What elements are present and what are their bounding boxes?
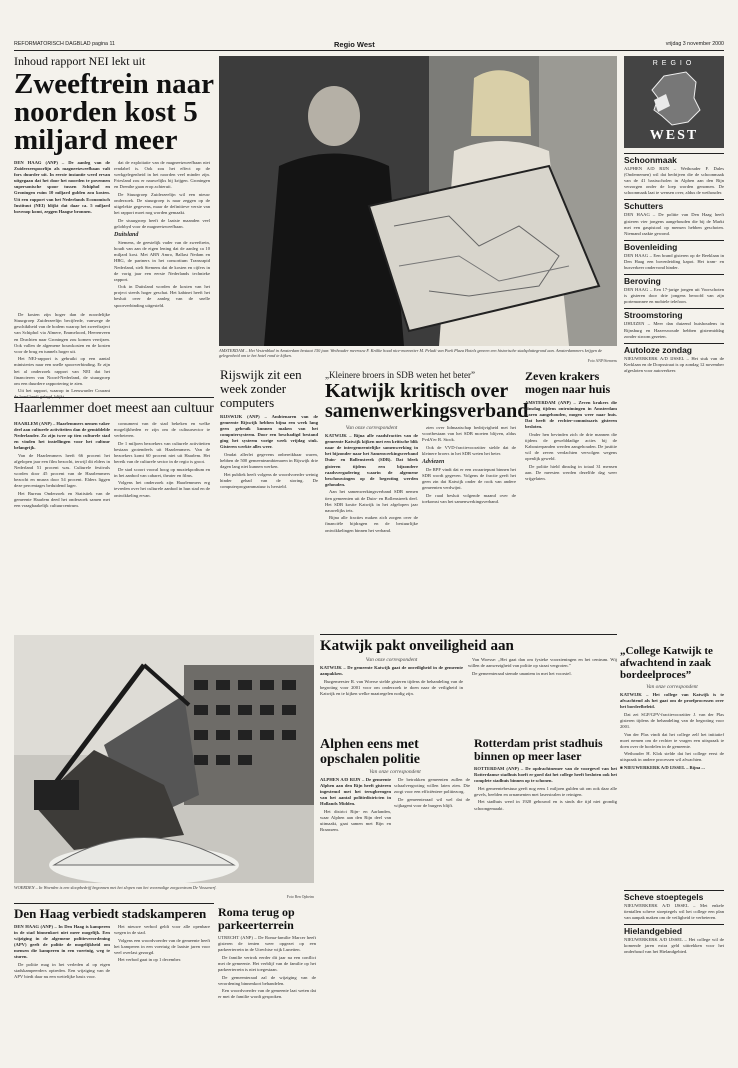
masthead-center: Regio West [334,40,375,49]
krakers-article [525,370,617,630]
rotterdam-body [474,766,617,812]
haarlemmer-article [14,401,214,631]
lead-col2-p2: De Stuurgroep Zuiderzeelijn wil een nieuw onderzoek. De stuurgroep is naar zeggen op de uitgelekte gegevens, maar de definitieve versie van het rapport moet nog worden gemaakt. [114,191,210,216]
sidebar-item [624,153,724,196]
onveilig-byline: Van onze correspondent [365,657,418,663]
rotterdam-headline: Rotterdam prist stadhuis binnen op meer laser [474,736,603,763]
roma-body [218,935,316,1000]
katwijk-sdb-byline: Van onze correspondent [345,425,398,431]
haarlemmer-col2-p2: De 1 miljoen bezoekers van culturele activiteiten bestaan grotendeels uit Haarlemmers. Van de bezoekers komt 60 procent niet uit Haarlem. Het bereik van de culturele sector in de regio is groot. [114,440,210,465]
lead-article [14,54,214,394]
roma-col2-p2: Een woordvoerder van de gemeente laat weten dat er met de familie wordt gesproken. [218,988,316,1000]
computers-body [220,414,318,490]
alphen-headline: Alphen eens met opschalen politie [320,737,420,767]
stadskampeer-headline: Den Haag verbiedt stadskamperen [14,906,207,921]
sidebar-item [624,308,724,339]
lead-col2-p1: dat de exploitatie van de magneetzweefbaan niet rendabel is. Ook zou het effect op de werkgelegenheid in het noorden veel minder zijn. Friesland zou er nauwelijks bij krijgen. Groningen en Drenthe gaan erop achteruit. [114,160,210,190]
masthead-right: vrijdag 3 november 2000 [665,41,724,47]
college-katwijk-p3: Wethouder H. Klok stelde dat het college eerst de uitspraak in andere processen wil afwachten. [620,751,724,763]
demolition-photo-illustration [14,635,314,883]
lead-col1 [14,312,114,402]
katwijk-sdb-col2-p1: zien over lidmaatschap bedrijvigheid met het voortbestaan van het SDB moeten blijven, aldus PvdA'er R. Stock. [422,425,516,443]
computers-headline: Rijswijk zit een week zonder computers [220,367,302,410]
sidebar-item-title: Autoloze zondag [624,343,724,355]
masthead-left: REFORMATORISCH DAGBLAD pagina 11 [14,41,115,47]
lead-col2-subhead: Duitsland [114,232,139,239]
lead-col2-p4: Siemens, de geestelijk vader van de zweeftrein, houdt van aan de eigen lening dat de aanleg ca 10 miljard kost. Met ABN Amro, Ballast Nedam en HBG, de partners in het consortium Transrapid Nederland, stelt Siemens dat de kosten en cijfers in de vorig jaar een eerste Nederlands technieke rapport. [114,240,210,282]
sidebar-item [624,199,724,236]
stadskampeer-col2-p1: Volgens een woordvoerder van de gemeente heeft het kamperen in een voertuig de laatste jaren voor veel overlast gezorgd. [114,937,210,955]
sidebar-item-title: Schutters [624,199,724,211]
computers-article [220,368,318,608]
onveilig-col2-p2: De gemeenteraad stemde unaniem in met het voorstel. [472,670,572,676]
college-katwijk-p2: Van der Plas vindt dat het college zelf het initiatief moet nemen om de rechter te vragen een uitspraak te doen over de bordelen in de gemeente. [620,731,724,749]
onveilig-col1 [320,657,468,699]
sidebar-item-body: IJHUIZEN – Meer dan duizend huishoudens in Rijnsburg en Hazerswoude hebben gistermiddag zonder stroom gezeten. [624,321,724,339]
demolition-credit: Foto Ben Opheim [286,895,314,899]
lead-col1-p3: Uit het rapport, waarop in Leeuwarder Courant [18,388,110,394]
katwijk-sdb-col1 [325,425,422,535]
haarlemmer-rule [14,397,214,398]
logo-bottom: WEST [649,128,699,143]
main-photo [219,56,617,346]
college-katwijk-body [620,692,724,771]
sidebar-item [624,924,724,955]
onveilig-intro: KATWIJK – De gemeente Katwijk gaat de onveiligheid in de gemeente aanpakken. [320,665,463,677]
haarlemmer-col2-p3: De stad scoort vooral hoog op muziekpodium en in het aanbod van cabaret, theater en films. [114,466,210,478]
onveilig-rule [320,634,617,635]
sidebar-item-body: DEN HAAG – De politie van Den Haag heeft gisteren vier jongens aangehouden die bij de Markt met een gaspistool op mensen hebben geschoten. Niemand raakte gewond. [624,212,724,236]
computers-intro: RIJSWIJK (ANP) – Ambtenaren van de gemeente Rijswijk hebben bijna een week lang geen gebruik kunnen maken van het computersysteem. Door een beschadigd bestand ging het systeem vorige week vrijdag stuk. Gisteren werkte alles weer. [220,414,318,450]
krakers-p2: De politie hield dinsdag in totaal 31 mensen aan. De meesten werden dezelfde dag weer vrijgelaten. [525,463,617,482]
computers-p2: Het publiek heeft volgens de woordvoerder weinig hinder gehad van de storing. De computerprogrammatuur is hersteld. [220,471,318,490]
sidebar-item-title: Hielandgebied [624,924,724,936]
sidebar-item-title: Bovenleiding [624,240,724,252]
krakers-headline: Zeven krakers mogen naar huis [525,369,611,396]
katwijk-sdb-col2-p2: Ook de VVD-fractievoorzitter stelde dat de kleinere broers in het SDB weten het beter. [422,444,516,456]
alphen-article [320,737,470,922]
demolition-caption-text: WOERDEN – In Woerden is een sloopbedrijf begonnen met het slopen van het voormalige zorgcentrum De Vossenerf. [14,885,217,890]
roma-intro: UTRECHT (ANP) – De Roma-familie Marcer heeft gisteren de tenten weer opgezet op een parkeerterrein in de Utrechtse wijk Lunetten. [218,935,316,953]
lead-col2-p5: Ook in Duitsland worden de kosten van het project steeds hoger geschat. Het kabinet heeft het besluit over de aanleg van de snelle spoorverbinding uitgesteld. [114,284,210,308]
rotterdam-article [474,737,617,922]
katwijk-sdb-col1-p2: Bijna alle fracties maken zich zorgen over de financiële bijdragen en de bestuurlijke ontwikkelingen binnen het verband. [325,515,418,533]
stadskampeer-intro: DEN HAAG (ANP) – In Den Haag is kamperen in de stad binnenkort niet meer mogelijk. Een wijziging in de algemene politieverordening (APV) geeft de politie de mogelijkheid om mensen die kamperen in een voertuig, weg te sturen. [14,924,110,960]
alphen-col1-p1: Het district Rijn- en Aarlanden, waar Alphen aan den Rijn deel van uitmaakt, gaat samen met Rijn en Braassem. [320,808,391,833]
sidebar-item-body: DEN HAAG – Een brand gisteren op de Beeklaan in Den Haag een bovenleiding kapot. Het tram- en busverkeer ondervond hinder. [624,252,724,271]
alphen-col2-p1: De betrokken gemeenten zullen de schaalvergroting willen laten zien. Die zorgt voor een efficiëntere politiezorg. [394,777,470,795]
main-photo-caption-text: AMSTERDAM – Het Vestenblad in Amsterdam bestaat 150 jaar. Wethouder mevrouw F. Krikke hoad nice-marnetter M. Peladi van Park Plaza Hotels geneen een historische stadsplattegrond aan. Amsterdammers krijgen de gelegenheid om te het hotel rond te kijken. [219,348,603,359]
katwijk-sdb-col2-p3: De RPF vindt dat er een zwaartepunt binnen het SDB wordt gegeven. Volgens de fractie geeft het geen zin dat Katwijk onder de rook van andere gemeenten verdwijnt. [422,467,516,491]
haarlemmer-headline: Haarlemmer doet meest aan cultuur [14,401,214,416]
alphen-col1 [320,777,394,835]
onveilig-article [320,638,617,733]
college-katwijk-footer: ■ NIEUWERKERK A/D IJSSEL – Bijna ... [620,765,705,771]
sidebar-item [624,274,724,305]
onveilig-headline: Katwijk pakt onveiligheid aan [320,638,514,654]
haarlemmer-col1-p1: Van de Haarlemmers heeft 66 procent het afgelopen jaar een film bezocht, terwijl dit elders in Nederland 51 procent was. Culturele festivals worden door 45 procent van de Haarlemmers bezocht en musea door 54 procent. Elders liggen deze percentages beduidend lager. [14,452,110,489]
sidebar-item-title: Scheve stoeptegels [624,890,724,902]
haarlemmer-col1 [14,421,114,511]
sidebar-item-body: NIEUWERKERK A/D IJSSEL – Het college wil de komende jaren extra geld uittrekken voor het onderhoud van het Hielandgebied. [624,937,724,955]
onveilig-col1-p1: Burgemeester R. van Woerse stelde gisteren tijdens de behandeling van de begroting voor 2001 voor om onderzoek te doen naar de veiligheid in Katwijk en te kijken welke maatregelen nodig zijn. [320,678,463,696]
stadskampeer-col2-p2: Het verbod gaat in op 1 december. [118,957,182,963]
sidebar-item-body: DEN HAAG – Een 17-jarige jongen uit Voorschoten is gisteren door drie jongens beroofd van zijn portemonnee en mobiele telefoon. [624,287,724,305]
krakers-intro: AMSTERDAM (ANP) – Zeven krakers die dinsdag tijdens ontruimingen in Amsterdam waren aangehouden, mogen weer naar huis. Dat heeft de rechter-commissaris gisteren besloten. [525,400,617,430]
rotterdam-intro: ROTTERDAM (ANP) – De opdrachtnemer van de voorgevel van het Rotterdamse stadhuis hoeft er goed dat het college heeft besloten ook het complete stadhuis binnen op te schonen. [474,766,617,784]
alphen-byline: Van onze correspondent [369,769,421,775]
sidebar-item-body: NIEUWERKERK A/D IJSSEL – Met enkele tientallen scheve stoeptegels wil het college een plan van aanpak maken om de veiligheid te verbeteren. [624,903,724,921]
lead-col2 [114,160,210,310]
katwijk-sdb-article [325,370,529,610]
haarlemmer-col1-p2: Het Bureau Onderzoek en Statistiek van de gemeente Haarlem deed het onderzoek samen met een vraagbaakelijk cultuurcentrum. [14,491,110,509]
rotterdam-p2: Het stadhuis werd in 1920 gebouwd en is sinds die tijd niet grondig schoongemaakt. [474,799,617,811]
krakers-body [525,400,617,482]
stadskampeer-rule [14,903,214,904]
sidebar-item-title: Schoonmaak [624,153,724,165]
netherlands-map-icon [644,70,704,128]
main-photo-illustration [219,56,617,346]
roma-article [218,906,316,1028]
demolition-photo [14,635,314,883]
college-katwijk-intro: KATWIJK – Het college van Katwijk is te afwachtend als het gaat om de proefprocessen over het bordeelbeleid. [620,692,724,710]
computers-p1: Omdat allerlei gegevens onbereikbaar waren, hebben de 500 gemeenteambtenaren in Rijswijk drie dagen lang niet kunnen werken. [220,452,318,470]
katwijk-sdb-kicker: „Kleinere broers in SDB weten het beter” [325,370,475,380]
stadskampeer-col1-p1: De politie mag in het verleden al op eigen stadskampeerders optreden. Een wijziging van de APV biedt daar nu een wettelijke basis voor. [14,962,110,980]
sidebar-item-title: Stroomstoring [624,308,724,320]
stadskampeer-col1 [14,924,114,982]
haarlemmer-col2 [114,421,210,500]
lead-kicker: Inhoud rapport NEI lekt uit [14,54,146,68]
sidebar-briefs [624,153,724,641]
stadskampeer-col2 [114,924,210,965]
main-photo-credit: Foto ANP/Siemens [587,359,617,363]
logo-top: REGIO [652,60,696,67]
sidebar-item [624,343,724,374]
krakers-p1: Onder hen bevinden zich de drie mannen die tijdens de gewelddadige acties bij de Kabouterpanden werden aangehouden. De justitie wil de zeven verdachten vervolgen wegens openlijk geweld. [525,431,617,462]
katwijk-sdb-headline: Katwijk kritisch over samenwerkingsverband [325,380,529,422]
roma-col2-p1: De gemeenteraad zal de wijziging van de verordening binnenkort behandelen. [218,974,316,986]
sidebar-item [624,240,724,271]
masthead [14,40,724,50]
college-katwijk-headline: „College Katwijk te afwachtend in zaak bordeelproces” [620,645,713,681]
stadskampeer-col1-p2: Het nieuwe verbod geldt voor alle openbare wegen in de stad. [114,924,210,936]
lead-headline: Zweeftrein naar noorden kost 5 miljard meer [14,68,214,156]
stadskampeer-article [14,906,214,1028]
rotterdam-p1: Het gemeentebestuur geeft nog eens 1 miljoen gulden uit om ook daar alle gevels, beelden en ornamenten met laserstralen te reinigen. [474,785,617,797]
lead-col1-p1: De kosten zijn hoger dan de noordelijke Stuurgroep Zuiderzeelijn becijferde, vanwege de geschiktheid van de bodem waarop het zweeftraject van Schiphol via Almere, Emmeloord, Heerenveen en Drachten naar Groningen zou komen verrijzen. Ook vallen de algemene bouwkosten en de kosten voor de brug en tunnels hoger uit. [14,312,110,354]
onveilig-col2-p1: Van Woesse: „Het gaat dan om fysieke voorzieningen en het centrum. Wij willen de aanwezigheid van politie op straat vergroten.” [468,657,617,669]
lead-intro: DEN HAAG (ANP) – De aanleg van de Zuiderzeespoorlijn als magneetzweefbaan valt fors duurder uit. In eerste instantie werd ervan uitgegaan dat het door het noorden te povennen supersonische spoor tussen Schiphol en Groningen ruim 10 miljard gulden zou kosten. Uit een rapport van het Nederlands Economisch Instituut (NEI) blijkt dat daar ca. 5 miljard bovenop komt, zeggen Haagse bronnen. [14,160,110,214]
alphen-intro: ALPHEN A/D RIJN – De gemeente Alphen aan den Rijn heeft gisteren ingestemd met het terugbrengen van het aantal politiedistricten in Hollands Midden. [320,777,391,807]
katwijk-sdb-col2 [422,425,516,507]
katwijk-sdb-intro: KATWIJK – Bijna alle raadsfracties van de gemeente Katwijk kijken met een kritische blik naar de intergemeentelijke samenwerking in het bijzonder naar het Samenwerkingsverband Duin- en Bollenstreek (SDB). Dat bleek gisteren tijdens een bijzondere raadsvergadering waarin de algemene beschouwingen op de begroting werden gehouden. [325,433,418,487]
alphen-col2-p2: De gemeenteraad wil wel dat de wijkagent voor de burgers blijft. [394,796,470,808]
roma-col1-p1: De familie vertrok eerder dit jaar na een conflict met de gemeente. Het verblijf van de familie op het parkeerterrein is niet toegestaan. [218,954,316,972]
college-katwijk-article [620,645,724,885]
katwijk-sdb-subhead: Adviezen [422,458,445,465]
alphen-col2 [394,777,470,810]
haarlemmer-col2-p4: Volgens het onderzoek zijn Haarlemmers erg tevreden over het culturele aanbod in hun stad en de ontwikkeling ervan. [114,480,210,498]
sidebar-item-body: NIEUWERKERK A/D IJSSEL – Het stuk van de Kerklaan en de Dorpsstraat is op zondag 12 november afgesloten voor autoverkeer. [624,355,724,373]
regio-west-logo [624,56,724,148]
katwijk-sdb-col1-p1: Aan het samenwerkingsverband SDB nemen tien gemeenten uit de Duin- en Bollenstreek deel. Het SDB kostte Katwijk in het afgelopen jaar nauwelijks iets. [325,489,418,513]
college-katwijk-p1: Dat zei SGP/GPV-fractievoorzitter J. van der Plas gisteren tijdens de behandeling van de begroting voor 2001. [620,711,724,729]
college-katwijk-byline: Van onze correspondent [646,684,698,690]
katwijk-sdb-col2-p4: De raad besluit volgende maand over de toekomst van het samenwerkingsverband. [422,492,516,505]
onveilig-col2 [468,657,617,678]
roma-headline: Roma terug op parkeerterrein [218,905,295,932]
masthead-rule [14,50,724,51]
haarlemmer-col2-p1: consument van de stad bekeken en welke mogelijkheden er zijn om de cultuursector te verbeteren. [114,421,210,439]
sidebar-briefs-lower [624,890,724,1028]
lead-col1-p2: Het NEI-rapport is gebruikt op een aantal ministeries naar een snelle spoorverbinding. Er zijn het al onderzoek rapport van NEI dat het financieren van Noord-Nederland, de stuurgroep om een duurdere rapportering te zien. [14,356,110,386]
sidebar-item-body: ALPHEN A/D RIJN – Wethouder F. Dales (Ondernemen) wil dat bedrijven die de schoonmaak van de 41 basisscholen in Alphen aan den Rijn verzorgen onder de loep worden genomen. De schoonmaak laat te wensen over, aldus de wethouder. [624,166,724,196]
haarlemmer-intro: HAARLEM (ANP) – Haarlemmers nemen vaker deel aan culturele activiteiten dan de gemiddelde Nederlander. Zo zijn twee op tien culturele stad en vinden het instellingen voor het cultuur belangrijk. [14,421,110,451]
sidebar-item-title: Beroving [624,274,724,286]
sidebar-item [624,890,724,921]
lead-col2-p3: De stuurgroep heeft de laatste maanden veel gelobbyd voor de magneetzweefbaan. [114,217,210,229]
